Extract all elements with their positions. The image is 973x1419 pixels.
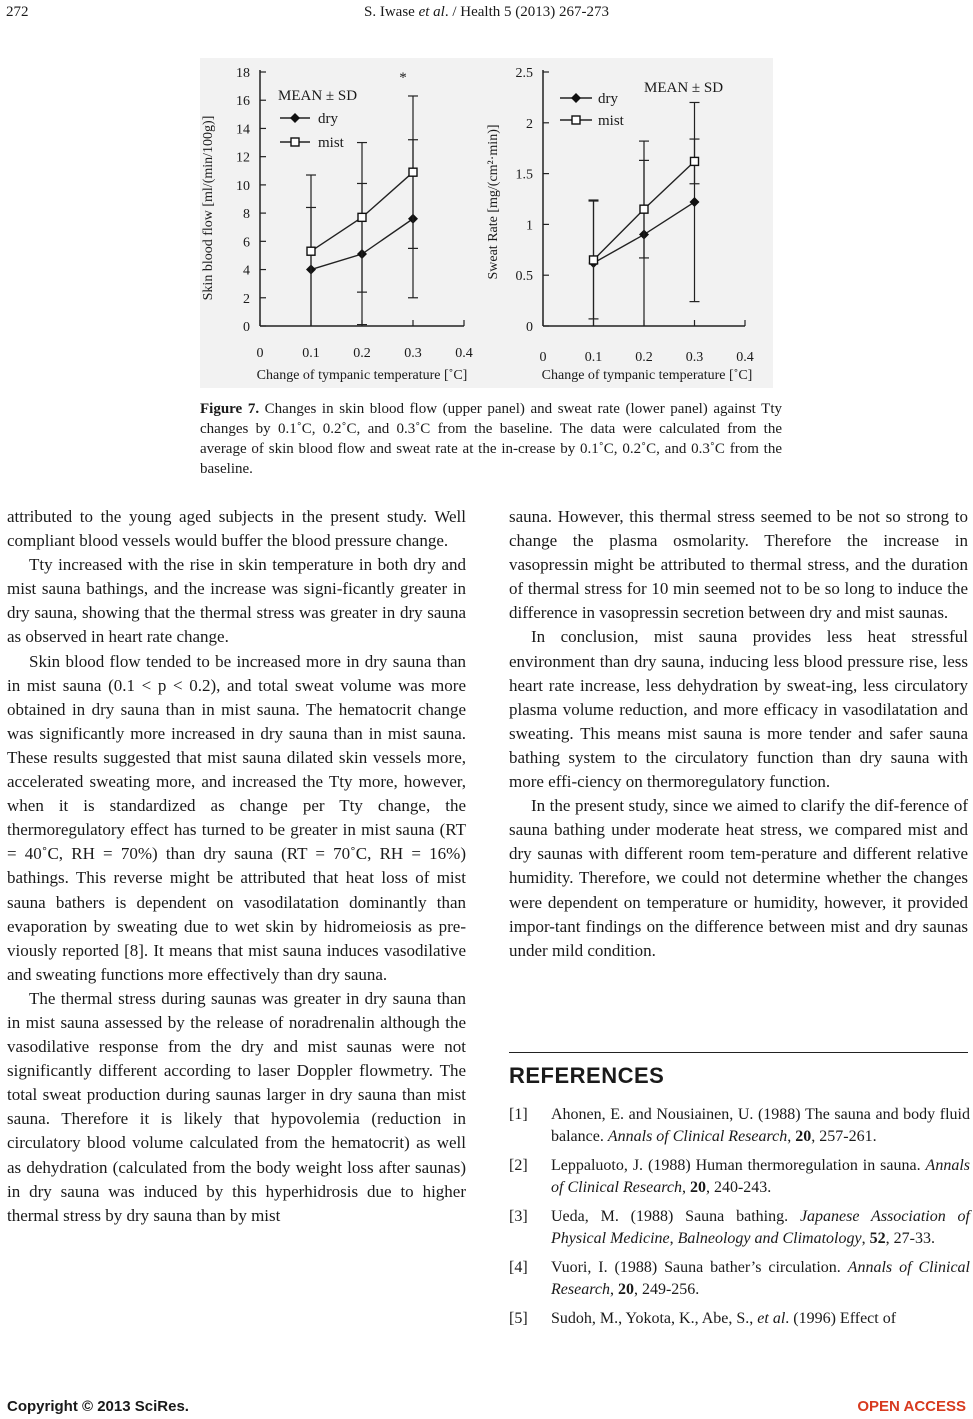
reference-text [551,1104,970,1147]
ref-authors: Vuori, I. (1988) Sauna bather’s circulation. [551,1259,848,1276]
reference-text [551,1155,970,1198]
ref-journal: Annals of Clinical Research [551,1157,970,1196]
y-tick-label: 0 [243,320,250,335]
ref-authors: Sudoh, M., Yokota, K., Abe, S., [551,1310,758,1327]
body-column-left [7,505,466,1228]
x-tick-label: 0 [256,346,264,361]
ref-sep: , [787,1127,796,1145]
y-tick-label: 12 [236,150,250,166]
ref-journal: Balneology and Climatology [677,1229,862,1247]
ref-sep: , [681,1178,690,1196]
paragraph: In the present study, since we aimed to clarify the dif-ference of sauna bathing under moderate heat stress, we compared mist and dry saunas with different room tem-perature and different relative humidity. Therefore, we could not determine whether the changes were dependent on temperature or humidity, however, it provided impor-tant findings on the difference between mist and dry saunas under mild condition. [509,796,968,960]
running-title-journal: . / Health 5 (2013) 267-273 [444,4,609,20]
ref-authors: Leppaluoto, J. (1988) Human thermoregulation in sauna. [551,1157,926,1174]
reference-item [509,1206,970,1249]
legend-marker-dry [571,93,581,103]
y-tick-label: 10 [236,178,250,194]
x-tick-label: 0.1 [302,346,320,361]
y-tick-label: 2 [526,116,533,132]
data-point-mist [691,157,699,165]
data-point-mist [358,213,366,221]
x-tick-label: 0.3 [404,346,422,361]
ref-sep: , [609,1280,618,1298]
y-tick-label: 1 [526,218,533,234]
ref-volume: 20 [689,1178,706,1196]
y-tick-label: 8 [243,207,250,223]
ref-etal: et al [757,1310,786,1327]
paragraph: attributed to the young aged subjects in the present study. Well compliant blood vessels would buffer the blood pressure change. [7,507,466,551]
paragraph: The thermal stress during saunas was greater in dry sauna than in mist sauna assessed by the release of noradrenalin although the vasodilative response from the dry and mist saunas were not significantly different according to laser Doppler flowmetry. The total sweat production during saunas larger in dry sauna than mist sauna. Therefore it is likely that hypovolemia (reduction in circulatory blood volume calculated from the hematocrit) as well as dehydration (calculated from the body weight loss after saunas) in dry sauna was induced by this hyperhidrosis due to higher thermal stress by dry sauna than by mist [7,988,466,1225]
y-tick-label: 0.5 [515,269,533,285]
reference-number: [2] [509,1157,528,1174]
ref-journal: Annals of Clinical Research [551,1259,970,1298]
y-tick-label: 4 [243,263,250,279]
x-axis-label: Change of tympanic temperature [˚C] [541,368,753,383]
y-tick-label: 6 [243,235,250,251]
data-point-mist [307,247,315,255]
reference-item [509,1308,970,1330]
x-tick-label: 0.4 [736,350,754,365]
ref-year: . (1996) Effect of [785,1310,897,1327]
copyright-notice: Copyright © 2013 SciRes. [7,1398,189,1415]
y-tick-label: 16 [236,94,250,110]
data-point-dry [690,197,700,207]
chart-skin-blood-flow [201,66,473,383]
y-axis-label: Skin blood flow [ml/(min/100g)] [201,115,216,301]
figure-caption-text: Changes in skin blood flow (upper panel) and sweat rate (lower panel) against Tty changes by 0.1˚C, 0.2˚C, and 0.3˚C from the baseline. The data were calculated from the average of skin blood flow and sweat rate at the in-crease by 0.1˚C, 0.2˚C, and 0.3˚C from the baseline. [200,401,782,477]
reference-text [551,1257,970,1300]
reference-list [509,1104,970,1338]
ref-volume: 20 [617,1280,634,1298]
open-access-label: OPEN ACCESS [857,1398,966,1415]
body-column-right [509,505,968,963]
y-tick-label: 0 [526,320,533,335]
x-tick-label: 0 [539,350,547,365]
x-tick-label: 0.3 [685,350,704,365]
ref-authors: Ahonen, E. and Nousiainen, U. (1988) The sauna and body fluid balance. [551,1106,970,1145]
section-divider [509,1052,968,1053]
chart-sweat-rate [486,66,754,383]
running-title-etal: et al [418,4,445,20]
ref-journal: Japanese Association of Physical Medicine [551,1208,970,1247]
data-point-mist [640,205,648,213]
figure-caption [200,399,782,479]
figure-caption-label: Figure 7. [200,401,260,417]
paragraph: In conclusion, mist sauna provides less heat stressful environment than dry sauna, inducing less blood pressure rise, less heart rate increase, less dehydration by sweat-ing, less circulatory plasma volume reduction, and more efficacy in vasodilatation and sweating. This means mist sauna is more tender and safer sauna bathing system to the circulatory function than dry sauna with more effi-ciency on thermoregulatory function. [509,627,968,792]
reference-number: [5] [509,1310,528,1327]
y-axis-label: Sweat Rate [mg/(cm²·min)] [486,124,501,280]
paragraph: Tty increased with the rise in skin temperature in both dry and mist sauna bathings, and the increase was signi-ficantly greater in dry sauna, showing that the thermal stress was greater in dry sauna as observed in heart rate change. [7,555,466,647]
ref-pages: , 257-261. [811,1127,877,1145]
reference-text [551,1206,970,1249]
legend-marker-mist [572,116,580,124]
references-heading: REFERENCES [509,1063,665,1088]
reference-item [509,1257,970,1300]
reference-item [509,1155,970,1198]
reference-item [509,1104,970,1147]
reference-number: [4] [509,1259,528,1276]
x-tick-label: 0.1 [584,350,603,365]
y-tick-label: 14 [236,122,250,138]
reference-text [551,1308,970,1330]
legend-marker-mist [291,138,299,146]
x-tick-label: 0.2 [635,350,653,365]
x-axis-label: Change of tympanic temperature [˚C] [256,368,468,383]
legend-label: dry [318,111,338,127]
x-tick-label: 0.4 [455,346,473,361]
paragraph: sauna. However, this thermal stress seemed to be not so strong to change the plasma osmolarity. Therefore the increase in vasopressin might be attributed to thermal stress, and the duration of thermal stress for 10 min seemed not to be so long to induce the difference in vasopressin secretion between dry and mist saunas. [509,507,968,623]
legend-title: MEAN ± SD [644,80,724,96]
significance-marker: * [399,70,407,86]
ref-pages: , 249-256. [633,1280,700,1298]
ref-authors: Ueda, M. (1988) Sauna bathing. [551,1208,800,1225]
data-point-mist [409,168,417,176]
ref-sep: , [669,1229,678,1247]
reference-number: [3] [509,1208,528,1225]
ref-volume: 20 [795,1127,812,1145]
ref-pages: , 240-243. [705,1178,772,1196]
ref-sep: , [861,1229,870,1247]
legend-title: MEAN ± SD [278,88,358,104]
y-tick-label: 18 [236,66,250,81]
ref-journal: Annals of Clinical Research [607,1127,788,1145]
ref-pages: , 27-33. [885,1229,935,1247]
reference-number: [1] [509,1106,528,1123]
running-title-authors: S. Iwase [364,4,419,20]
ref-volume: 52 [869,1229,886,1247]
legend-label: mist [318,135,344,151]
figure-7-charts [0,0,973,400]
legend-marker-dry [290,113,300,123]
paragraph: Skin blood flow tended to be increased more in dry sauna than in mist sauna (0.1 < p < 0.2), and total sweat volume was more obtained in dry sauna than in mist sauna. The hematocrit change was significantly more increased in dry sauna than in mist sauna. These results suggested that mist sauna dilated skin vessels more, accelerated sweating more, and increased the Tty more, however, when it is standardized as change per Tty change, the thermoregulatory effect has turned to be greater in mist sauna (RT = 40˚C, RH = 70%) than dry sauna (RT = 70˚C, RH = 16%) bathings. This reverse might be attributed that heat loss of mist sauna bathers is dependent on vasodilatation dominantly than evaporation by sweating due to wet skin by hidromeiosis as pre-viously reported [8]. It means that mist sauna induces vasodilative and sweating functions more effectively than dry sauna. [7,651,466,984]
legend-label: mist [598,113,624,129]
legend-label: dry [598,91,618,107]
x-tick-label: 0.2 [353,346,371,361]
y-tick-label: 2.5 [515,66,533,81]
y-tick-label: 2 [243,291,250,307]
data-point-mist [590,256,598,264]
page-number: 272 [6,4,29,20]
y-tick-label: 1.5 [515,167,533,183]
